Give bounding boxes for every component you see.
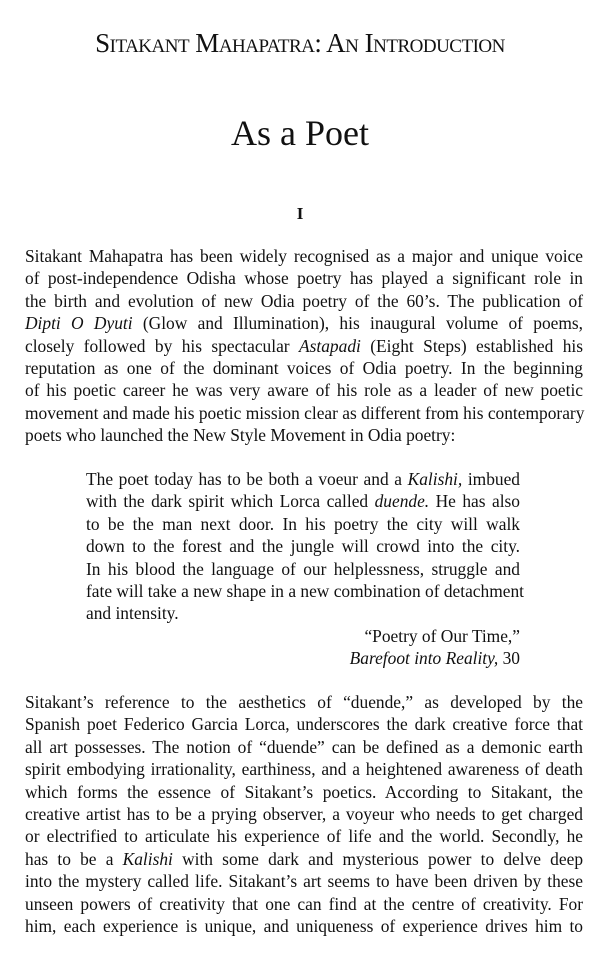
italic-text: Dipti O Dyuti — [25, 313, 133, 334]
text-line — [25, 357, 583, 379]
text-run: him, each experience is unique, and uniqueness of experience drives him to — [25, 915, 583, 936]
chapter-title: As a Poet — [231, 113, 369, 153]
text-run: and intensity. — [86, 603, 179, 624]
text-line — [25, 848, 583, 870]
text-line — [86, 513, 520, 535]
text-run: which forms the essence of Sitakant’s poetics. According to Sitakant, the — [25, 781, 583, 802]
text-line — [25, 335, 583, 357]
text-line — [25, 379, 583, 401]
text-run: with the dark spirit which Lorca called — [86, 491, 375, 512]
text-line — [25, 245, 583, 267]
paragraph-2 — [25, 691, 583, 937]
text-line — [86, 490, 520, 512]
paragraph-1 — [25, 245, 583, 447]
text-run: imbued — [462, 469, 521, 489]
text-line — [25, 758, 583, 780]
section-number: I — [296, 204, 304, 223]
text-run: Sitakant Mahapatra has been widely recognised as a major and unique voice — [25, 246, 583, 266]
text-run: The poet today has to be both a voeur and a — [86, 469, 408, 489]
block-quote — [86, 468, 524, 625]
text-line — [86, 580, 524, 602]
text-line — [86, 535, 520, 557]
text-run: creative artist has to be a prying observer, a voyeur who needs to get charged — [25, 803, 583, 824]
text-run: In his blood the language of our helplessness, struggle and — [86, 558, 520, 579]
text-run: (Eight Steps) established his — [360, 335, 583, 356]
text-line — [86, 602, 520, 624]
text-line — [25, 825, 583, 847]
text-run: reputation as one of the dominant voices of Odia poetry. In the beginning — [25, 357, 583, 378]
text-line — [25, 893, 583, 915]
italic-text: Astapadi — [299, 335, 361, 356]
text-run: closely followed by his spectacular — [25, 335, 300, 356]
text-run: Sitakant’s reference to the aesthetics of “duende,” as developed by the — [25, 692, 583, 712]
text-line — [25, 267, 583, 289]
text-line — [25, 424, 583, 446]
text-run: poets who launched the New Style Movement in Odia poetry: — [25, 425, 456, 446]
text-line — [25, 870, 583, 892]
text-run: into the mystery called life. Sitakant’s art seems to have been driven by these — [25, 871, 583, 892]
text-run: of his poetic career he was very aware of his role as a leader of new poetic — [25, 380, 583, 401]
quote-citation-title: “Poetry of Our Time,” — [364, 626, 520, 646]
text-run: or electrified to articulate his experience of life and the world. Secondly, he — [25, 826, 583, 847]
text-line — [25, 402, 583, 424]
text-line — [25, 713, 583, 735]
text-line — [25, 736, 583, 758]
text-run: (Glow and Illumination), his inaugural volume of poems, — [132, 313, 584, 334]
text-run: with some dark and mysterious power to delve deep — [172, 848, 584, 869]
text-run: has to be a — [25, 848, 123, 869]
text-line — [25, 312, 583, 334]
text-run: movement and made his poetic mission clear as different from his contemporary — [25, 402, 585, 423]
text-run: Spanish poet Federico Garcia Lorca, underscores the dark creative force that — [25, 714, 583, 735]
text-line — [25, 803, 583, 825]
text-run: spirit embodying irrationality, earthiness, and a heightened awareness of death — [25, 759, 583, 780]
text-line — [86, 468, 520, 490]
citation-page: 30 — [498, 648, 520, 668]
text-run: the birth and evolution of new Odia poetry of the 60’s. The publication of — [25, 290, 583, 311]
text-run: all art possesses. The notion of “duende” can be defined as a demonic earth — [25, 736, 583, 757]
text-run: down to the forest and the jungle will crowd into the city. — [86, 536, 520, 557]
citation-book-title: Barefoot into Reality, — [349, 648, 499, 668]
text-line — [25, 691, 583, 713]
text-line — [25, 290, 583, 312]
text-run: of post-independence Odisha whose poetry has played a significant role in — [25, 268, 583, 289]
text-run: to be the man next door. In his poetry the city will walk — [86, 513, 520, 534]
italic-text: Kalishi, — [407, 469, 463, 489]
italic-text: duende. — [374, 491, 430, 512]
text-run: He has also — [429, 491, 520, 512]
running-head: Sitakant Mahapatra: An Introduction — [95, 28, 505, 58]
quote-citation-source — [350, 647, 520, 669]
text-run: unseen powers of creativity that one can find at the centre of creativity. For — [25, 893, 583, 914]
text-run: fate will take a new shape in a new combination of detachment — [86, 580, 524, 601]
text-line — [25, 915, 583, 937]
text-line — [86, 558, 520, 580]
italic-text: Kalishi — [122, 848, 173, 869]
text-line — [25, 781, 583, 803]
